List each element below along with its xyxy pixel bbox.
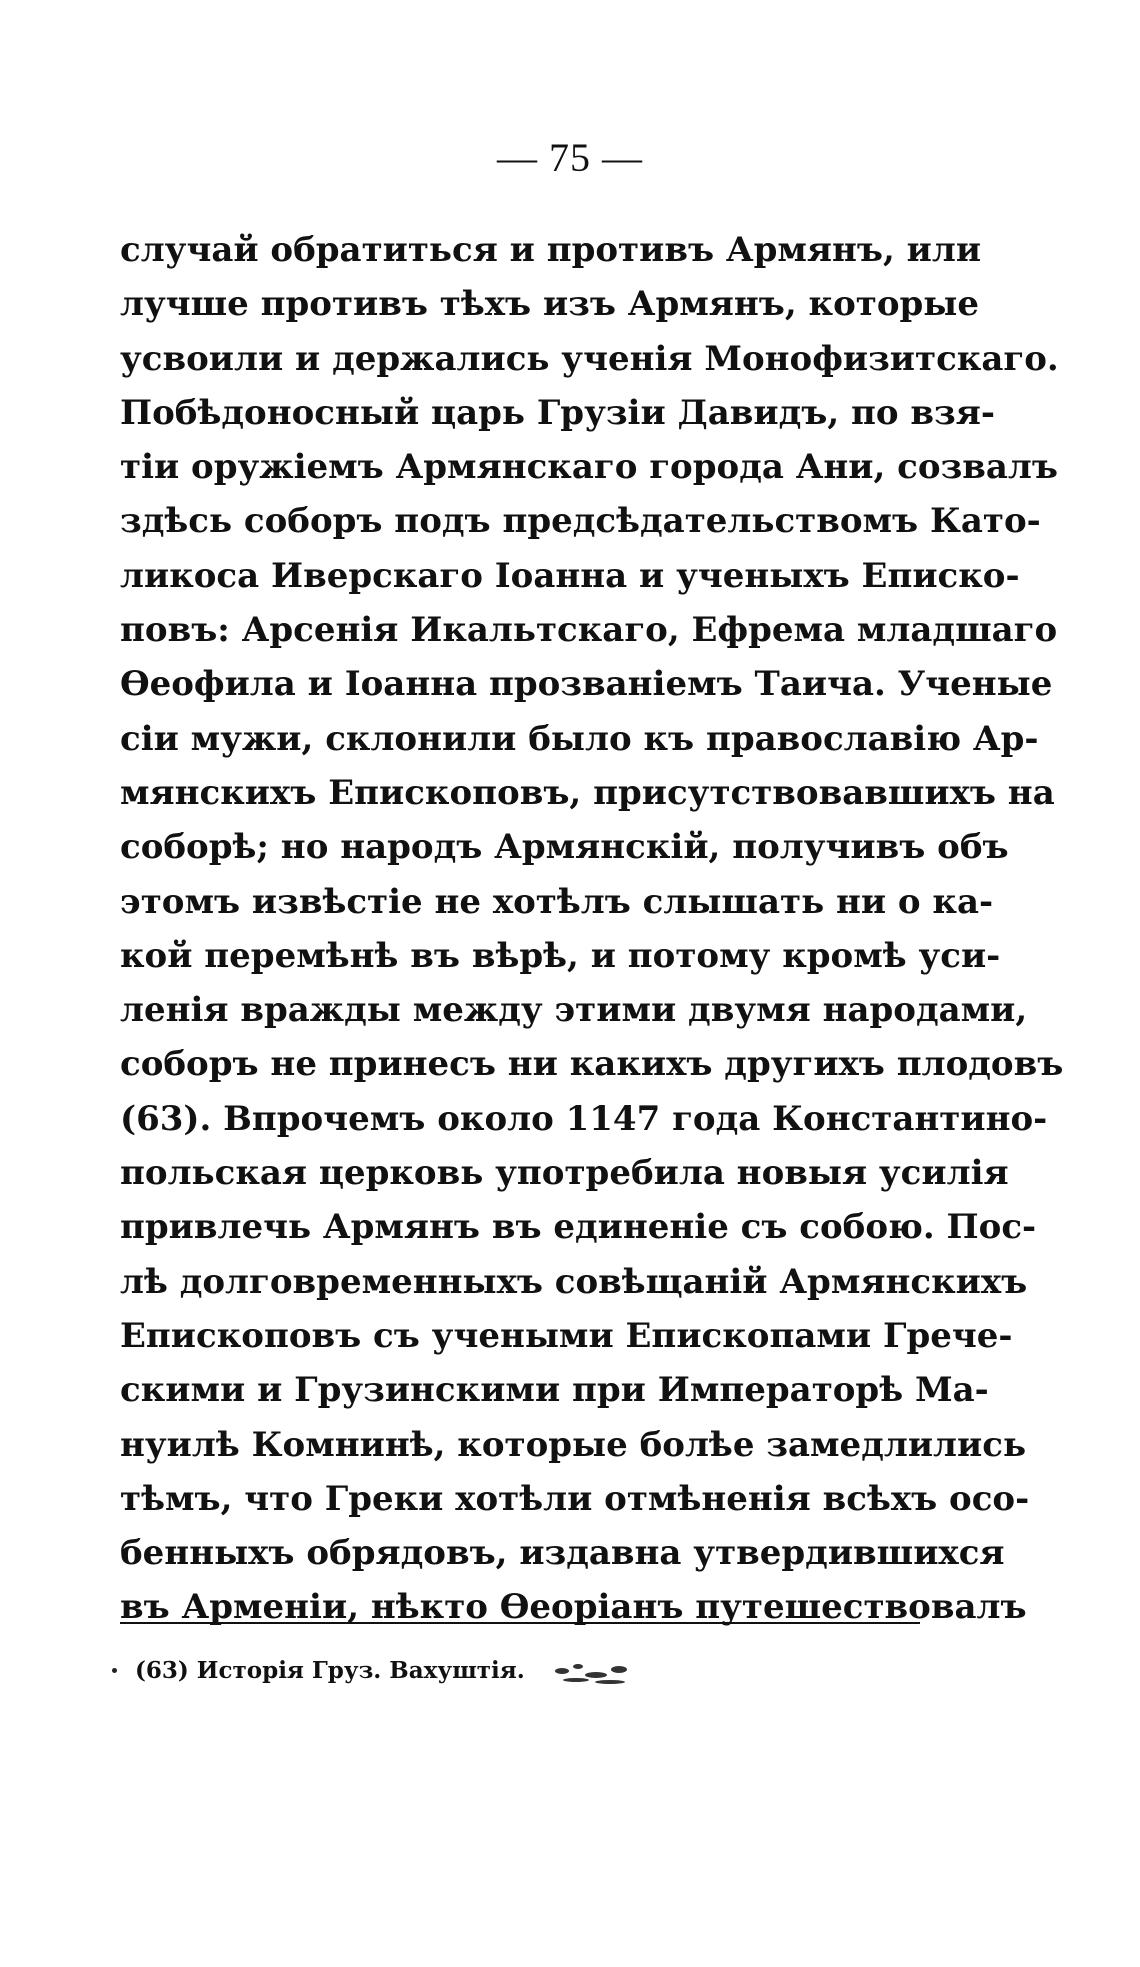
text-line: здѣсь соборъ подъ предсѣдательствомъ Като- xyxy=(120,501,1041,542)
text-line: мянскихъ Епископовъ, присутствовавшихъ на xyxy=(120,772,1055,813)
text-line: польская церковь употребила новыя усилія xyxy=(120,1153,1009,1194)
ink-dot xyxy=(112,1668,117,1673)
text-line: ленія вражды между этими двумя народами, xyxy=(120,990,1028,1031)
text-line: Побѣдоносный царь Грузіи Давидъ, по взя- xyxy=(120,392,995,433)
text-line: повъ: Арсенія Икальтскаго, Ефрема младшаго xyxy=(120,610,1058,651)
text-line: ликоса Иверскаго Іоанна и ученыхъ Еписко- xyxy=(120,555,1020,596)
text-line: тѣмъ, что Греки хотѣли отмѣненія всѣхъ осо- xyxy=(120,1478,1030,1519)
text-line: случай обратиться и противъ Армянъ, или xyxy=(120,230,982,270)
footnote: (63) Исторія Груз. Вахуштія. xyxy=(135,1657,525,1684)
text-line: лучше противъ тѣхъ изъ Армянъ, которые xyxy=(120,284,980,325)
text-line: (63). Впрочемъ около 1147 года Константино- xyxy=(120,1098,1048,1139)
text-line: нуилѣ Комнинѣ, которые болѣе замедлились xyxy=(120,1424,1027,1465)
text-line: привлечь Армянъ въ единеніе съ собою. Пос- xyxy=(120,1207,1037,1248)
footnote-divider xyxy=(120,1622,920,1624)
text-line: Ѳеофила и Іоанна прозваніемъ Таича. Ученые xyxy=(120,664,1053,705)
text-line: соборѣ; но народъ Армянскій, получивъ объ xyxy=(120,827,1009,868)
text-line: бенныхъ обрядовъ, издавна утвердившихся xyxy=(120,1533,1005,1574)
text-line: скими и Грузинскими при Императорѣ Ма- xyxy=(120,1370,989,1411)
text-line: этомъ извѣстіе не хотѣлъ слышать ни о ка- xyxy=(120,881,994,922)
text-line: лѣ долговременныхъ совѣщаній Армянскихъ xyxy=(120,1261,1028,1302)
text-line: усвоили и держались ученія Монофизитскаго. xyxy=(120,338,1059,379)
page-number: — 75 — xyxy=(497,135,643,180)
text-line: соборъ не принесъ ни какихъ другихъ плодовъ xyxy=(120,1044,1064,1085)
text-line: тіи оружіемъ Армянскаго города Ани, созвалъ xyxy=(120,447,1058,488)
text-line: кой перемѣнѣ въ вѣрѣ, и потому кромѣ уси- xyxy=(120,935,1001,976)
body-text xyxy=(120,223,1064,1635)
text-line: Епископовъ съ учеными Епископами Грече- xyxy=(120,1315,1013,1356)
ink-smudge xyxy=(555,1660,633,1686)
text-line: сіи мужи, склонили было къ православію Ар- xyxy=(120,718,1039,759)
text-line: въ Арменіи, нѣкто Ѳеоріанъ путешествовалъ xyxy=(120,1587,1027,1628)
